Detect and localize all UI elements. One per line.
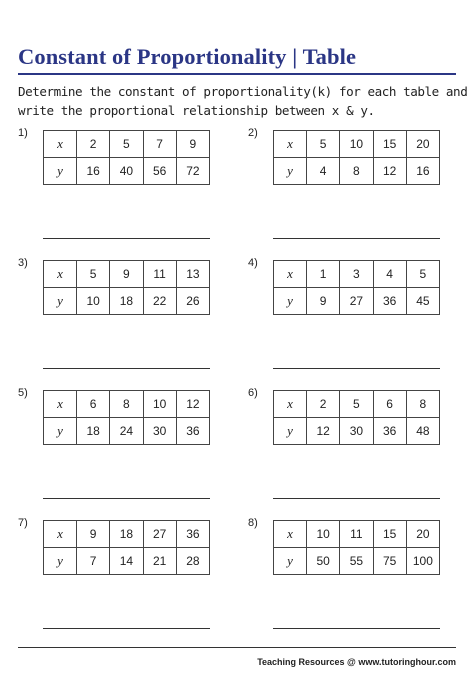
x-value-cell: 10	[340, 131, 373, 158]
y-value-cell: 18	[110, 288, 143, 315]
y-value-cell: 30	[143, 418, 176, 445]
proportion-table	[273, 260, 440, 315]
proportion-table	[43, 260, 210, 315]
problem-number: 5)	[18, 387, 28, 399]
y-value-cell: 4	[307, 158, 340, 185]
y-value-cell: 22	[143, 288, 176, 315]
table-row-x	[44, 391, 210, 418]
x-value-cell: 20	[406, 521, 439, 548]
y-value-cell: 56	[143, 158, 176, 185]
footer-credit: Teaching Resources @ www.tutoringhour.com	[257, 657, 456, 667]
y-label: y	[274, 418, 307, 445]
answer-line[interactable]	[273, 238, 440, 239]
x-value-cell: 10	[307, 521, 340, 548]
problem-number: 2)	[248, 127, 258, 139]
x-value-cell: 3	[340, 261, 373, 288]
y-value-cell: 9	[307, 288, 340, 315]
y-value-cell: 27	[340, 288, 373, 315]
y-value-cell: 16	[77, 158, 110, 185]
x-label: x	[274, 391, 307, 418]
proportion-table	[273, 130, 440, 185]
y-value-cell: 7	[77, 548, 110, 575]
answer-line[interactable]	[273, 498, 440, 499]
x-value-cell: 2	[77, 131, 110, 158]
answer-line[interactable]	[273, 368, 440, 369]
x-value-cell: 8	[110, 391, 143, 418]
x-value-cell: 11	[340, 521, 373, 548]
y-value-cell: 18	[77, 418, 110, 445]
x-value-cell: 18	[110, 521, 143, 548]
table-row-y	[44, 418, 210, 445]
table-row-x	[274, 131, 440, 158]
x-value-cell: 9	[77, 521, 110, 548]
instructions	[18, 82, 468, 120]
problem-number: 3)	[18, 257, 28, 269]
y-value-cell: 50	[307, 548, 340, 575]
y-value-cell: 21	[143, 548, 176, 575]
instruction-line: Determine the constant of proportionality(k) for each table and	[18, 84, 468, 99]
table-row-x	[44, 131, 210, 158]
x-value-cell: 13	[176, 261, 209, 288]
y-value-cell: 24	[110, 418, 143, 445]
x-value-cell: 2	[307, 391, 340, 418]
problem-7	[18, 517, 218, 637]
y-value-cell: 40	[110, 158, 143, 185]
y-label: y	[44, 158, 77, 185]
table-row-y	[274, 158, 440, 185]
x-value-cell: 5	[406, 261, 439, 288]
x-value-cell: 9	[176, 131, 209, 158]
x-value-cell: 15	[373, 521, 406, 548]
y-label: y	[44, 418, 77, 445]
table-row-y	[44, 288, 210, 315]
table-row-y	[44, 158, 210, 185]
y-value-cell: 45	[406, 288, 439, 315]
y-label: y	[274, 548, 307, 575]
page-title: Constant of Proportionality | Table	[18, 44, 357, 69]
problem-number: 1)	[18, 127, 28, 139]
table-row-x	[274, 521, 440, 548]
y-label: y	[274, 288, 307, 315]
y-value-cell: 36	[373, 288, 406, 315]
x-label: x	[274, 521, 307, 548]
y-value-cell: 75	[373, 548, 406, 575]
table-row-y	[274, 418, 440, 445]
problem-number: 4)	[248, 257, 258, 269]
answer-line[interactable]	[43, 498, 210, 499]
footer-divider	[18, 647, 456, 648]
proportion-table	[43, 390, 210, 445]
table-row-x	[274, 261, 440, 288]
y-value-cell: 12	[307, 418, 340, 445]
answer-line[interactable]	[43, 238, 210, 239]
y-value-cell: 36	[373, 418, 406, 445]
x-label: x	[44, 261, 77, 288]
answer-line[interactable]	[43, 628, 210, 629]
x-value-cell: 5	[77, 261, 110, 288]
y-value-cell: 12	[373, 158, 406, 185]
proportion-table	[43, 130, 210, 185]
y-label: y	[44, 288, 77, 315]
y-value-cell: 14	[110, 548, 143, 575]
x-value-cell: 8	[406, 391, 439, 418]
problem-6	[248, 387, 448, 507]
x-value-cell: 15	[373, 131, 406, 158]
problem-5	[18, 387, 218, 507]
y-value-cell: 28	[176, 548, 209, 575]
x-label: x	[44, 521, 77, 548]
problem-8	[248, 517, 448, 637]
table-row-x	[274, 391, 440, 418]
table-row-x	[44, 521, 210, 548]
x-value-cell: 6	[77, 391, 110, 418]
x-label: x	[274, 131, 307, 158]
x-value-cell: 20	[406, 131, 439, 158]
problem-1	[18, 127, 218, 247]
table-row-y	[44, 548, 210, 575]
problem-number: 6)	[248, 387, 258, 399]
x-label: x	[44, 131, 77, 158]
x-value-cell: 12	[176, 391, 209, 418]
proportion-table	[273, 390, 440, 445]
x-value-cell: 5	[340, 391, 373, 418]
x-value-cell: 36	[176, 521, 209, 548]
y-value-cell: 72	[176, 158, 209, 185]
y-value-cell: 48	[406, 418, 439, 445]
problem-number: 8)	[248, 517, 258, 529]
problem-number: 7)	[18, 517, 28, 529]
proportion-table	[43, 520, 210, 575]
problem-3	[18, 257, 218, 377]
y-label: y	[274, 158, 307, 185]
x-value-cell: 4	[373, 261, 406, 288]
x-label: x	[274, 261, 307, 288]
x-value-cell: 9	[110, 261, 143, 288]
y-value-cell: 10	[77, 288, 110, 315]
y-value-cell: 8	[340, 158, 373, 185]
answer-line[interactable]	[43, 368, 210, 369]
proportion-table	[273, 520, 440, 575]
y-value-cell: 55	[340, 548, 373, 575]
x-value-cell: 11	[143, 261, 176, 288]
problem-4	[248, 257, 448, 377]
x-value-cell: 5	[110, 131, 143, 158]
answer-line[interactable]	[273, 628, 440, 629]
y-value-cell: 36	[176, 418, 209, 445]
x-value-cell: 6	[373, 391, 406, 418]
x-value-cell: 1	[307, 261, 340, 288]
x-value-cell: 7	[143, 131, 176, 158]
problem-2	[248, 127, 448, 247]
table-row-x	[44, 261, 210, 288]
x-value-cell: 10	[143, 391, 176, 418]
table-row-y	[274, 548, 440, 575]
x-label: x	[44, 391, 77, 418]
title-divider	[18, 73, 456, 75]
x-value-cell: 27	[143, 521, 176, 548]
y-value-cell: 30	[340, 418, 373, 445]
instruction-line: write the proportional relationship between x & y.	[18, 103, 375, 118]
y-value-cell: 26	[176, 288, 209, 315]
y-value-cell: 16	[406, 158, 439, 185]
x-value-cell: 5	[307, 131, 340, 158]
y-value-cell: 100	[406, 548, 439, 575]
table-row-y	[274, 288, 440, 315]
y-label: y	[44, 548, 77, 575]
